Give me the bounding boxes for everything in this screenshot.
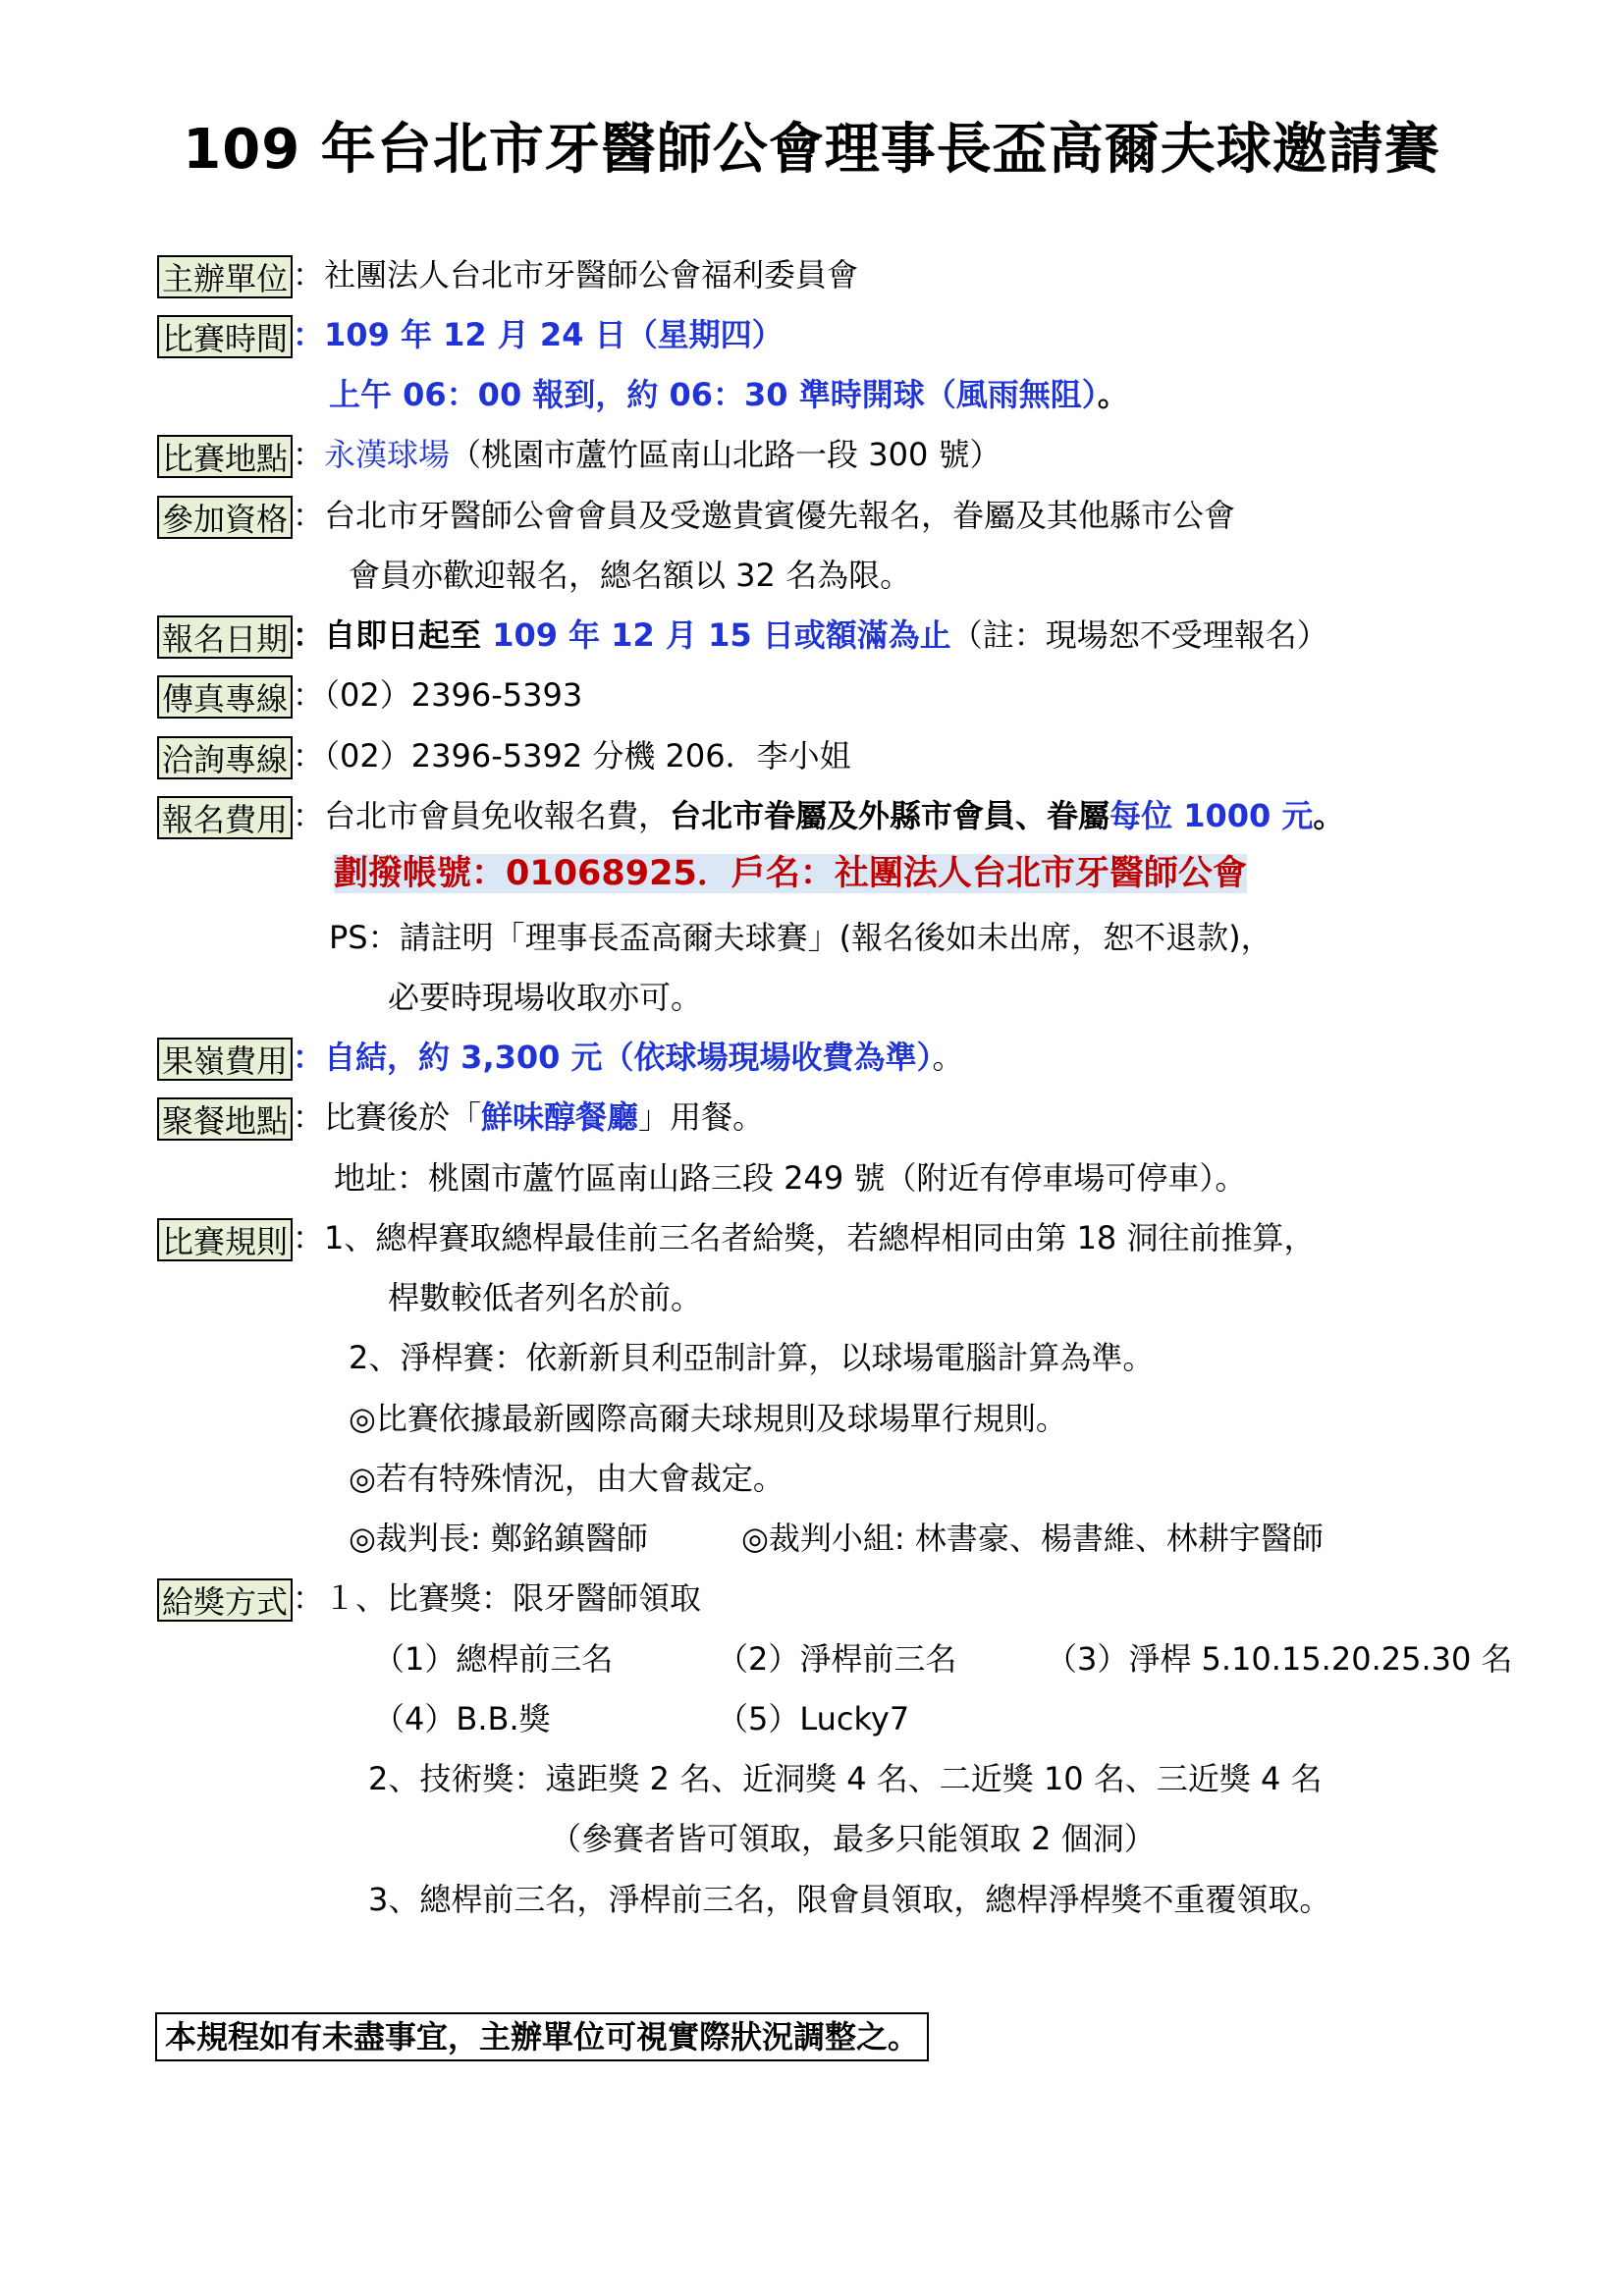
colon: ：	[293, 676, 325, 714]
dinner-address: 地址：桃園市蘆竹區南山路三段 249 號（附近有停車場可停車）。	[334, 1159, 1247, 1197]
award-item: （5）Lucky7	[717, 1700, 910, 1737]
rule-2: 2、淨桿賽：依新新貝利亞制計算，以球場電腦計算為準。	[349, 1339, 1155, 1376]
award-3: 3、總桿前三名，淨桿前三名，限會員領取，總桿淨桿獎不重覆領取。	[368, 1881, 1331, 1918]
inquiry-value: （02）2396-5392 分機 206．李小姐	[324, 737, 851, 774]
account-info: 劃撥帳號：01068925．戶名：社團法人台北市牙醫師公會	[334, 854, 1247, 893]
time-value: 109 年 12 月 24 日（星期四）	[324, 316, 784, 353]
time-label: 比賽時間	[157, 315, 293, 358]
award-2: 2、技術獎：遠距獎 2 名、近洞獎 4 名、二近獎 10 名、三近獎 4 名	[368, 1760, 1323, 1797]
time-line2-row	[329, 370, 1129, 419]
colon: ：	[293, 1098, 325, 1136]
organizer-label: 主辦單位	[157, 255, 293, 298]
fee-part1: 台北市會員免收報名費，	[324, 797, 671, 834]
awards-row	[157, 1574, 701, 1623]
eligibility-label: 參加資格	[157, 496, 293, 539]
organizer-row	[157, 250, 858, 299]
award-item: （1）總桿前三名	[373, 1640, 614, 1678]
venue-address: （桃園市蘆竹區南山北路一段 300 號）	[450, 436, 1001, 473]
colon: ：	[293, 497, 325, 534]
account-row	[334, 849, 1247, 898]
fee-label: 報名費用	[157, 796, 293, 839]
course-fee-end: 。	[932, 1039, 964, 1076]
inquiry-row	[157, 731, 851, 780]
fee-end: 。	[1313, 797, 1345, 834]
colon: ：	[293, 1579, 325, 1617]
colon: ：	[293, 797, 325, 834]
fee-amount: 每位 1000 元	[1109, 797, 1314, 834]
venue-label: 比賽地點	[157, 435, 293, 478]
course-fee-label: 果嶺費用	[157, 1038, 293, 1081]
colon: ：	[293, 316, 325, 353]
organizer-value: 社團法人台北市牙醫師公會福利委員會	[324, 256, 859, 294]
registration-label: 報名日期	[157, 615, 293, 659]
registration-part1: 自即日起至	[324, 616, 482, 654]
venue-row	[157, 430, 1001, 479]
colon: ：	[293, 616, 325, 654]
inquiry-label: 洽詢專線	[157, 736, 293, 779]
dinner-label: 聚餐地點	[157, 1097, 293, 1141]
colon: ：	[293, 256, 325, 294]
fee-part2: 台北市眷屬及外縣市會員、眷屬	[670, 797, 1110, 834]
dinner-pre: 比賽後於「	[324, 1098, 482, 1136]
awards-label: 給獎方式	[157, 1578, 293, 1622]
rule-5b: ◎裁判小組: 林書豪、楊書維、林耕宇醫師	[741, 1520, 1324, 1557]
rule-1a: 1、總桿賽取總桿最佳前三名者給獎，若總桿相同由第 18 洞往前推算，	[324, 1219, 1316, 1256]
rule-5a: ◎裁判長: 鄭銘鎮醫師	[349, 1520, 648, 1557]
award-item: （2）淨桿前三名	[717, 1640, 957, 1678]
colon: ：	[293, 1039, 325, 1076]
fee-ps2: 必要時現場收取亦可。	[388, 979, 703, 1016]
registration-note: （註：現場恕不受理報名）	[950, 616, 1328, 654]
award-item: （3）淨桿 5.10.15.20.25.30 名	[1046, 1640, 1513, 1678]
rules-row	[157, 1213, 1315, 1262]
award-1: １、比賽獎：限牙醫師領取	[324, 1579, 702, 1617]
award-2-note: （參賽者皆可領取，最多只能領取 2 個洞）	[550, 1820, 1156, 1857]
eligibility-row	[157, 491, 1235, 540]
fax-row	[157, 670, 582, 720]
registration-row	[157, 611, 1328, 660]
colon: ：	[293, 737, 325, 774]
page-title: 109 年台北市牙醫師公會理事長盃高爾夫球邀請賽	[183, 118, 1440, 182]
time-row	[157, 310, 784, 359]
dinner-restaurant: 鮮味醇餐廳	[481, 1098, 639, 1136]
eligibility-line1: 台北市牙醫師公會會員及受邀貴賓優先報名，眷屬及其他縣市公會	[324, 497, 1236, 534]
course-fee-value: 自結，約 3,300 元（依球場現場收費為準）	[324, 1039, 933, 1076]
course-fee-row	[157, 1033, 964, 1082]
footer-note: 本規程如有未盡事宜，主辦單位可視實際狀況調整之。	[155, 2012, 929, 2061]
dinner-row	[157, 1093, 764, 1142]
award-item: （4）B.B.獎	[373, 1700, 551, 1737]
fax-value: （02）2396-5393	[324, 676, 583, 714]
eligibility-line2: 會員亦歡迎報名，總名額以 32 名為限。	[349, 557, 912, 594]
colon: ：	[293, 436, 325, 473]
colon: ：	[293, 1219, 325, 1256]
rules-label: 比賽規則	[157, 1218, 293, 1261]
fee-ps1: PS：請註明「理事長盃高爾夫球賽」(報名後如未出席，恕不退款)，	[329, 919, 1272, 956]
fax-label: 傳真專線	[157, 675, 293, 719]
fee-row	[157, 791, 1344, 840]
time-line2: 上午 06：00 報到，約 06：30 準時開球（風雨無阻）	[329, 376, 1098, 413]
dinner-post: 」用餐。	[638, 1098, 765, 1136]
time-line2-end: 。	[1097, 376, 1129, 413]
rule-4: ◎若有特殊情況，由大會裁定。	[349, 1460, 784, 1497]
registration-deadline: 109 年 12 月 15 日或額滿為止	[481, 616, 951, 654]
venue-name: 永漢球場	[324, 436, 451, 473]
rule-3: ◎比賽依據最新國際高爾夫球規則及球場單行規則。	[349, 1400, 1067, 1437]
rule-1b: 桿數較低者列名於前。	[388, 1279, 703, 1316]
